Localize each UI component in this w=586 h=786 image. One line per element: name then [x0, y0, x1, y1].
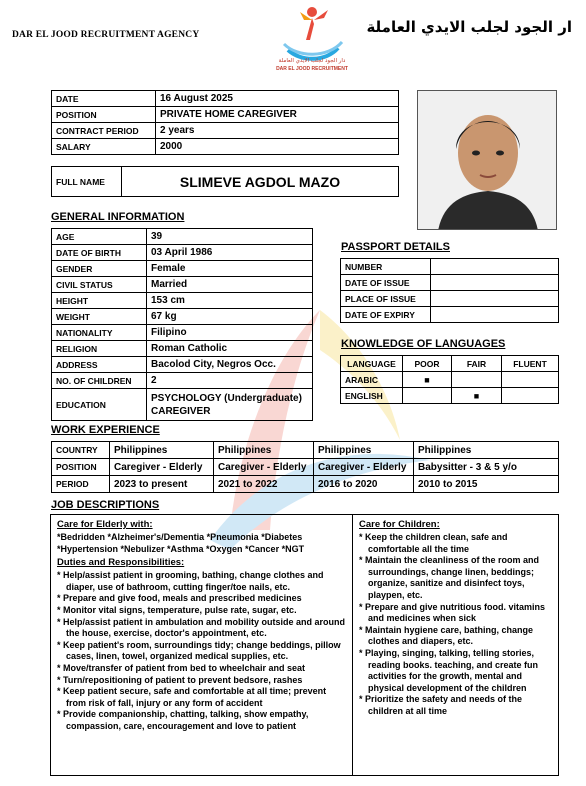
work-period: 2016 to 2020	[314, 476, 414, 493]
language-level-fair	[452, 372, 502, 388]
duty-item: * Prepare and give food, meals and prescribed medicines	[57, 593, 302, 604]
work-country: Philippines	[314, 442, 414, 459]
education-line-2: CAREGIVER	[151, 405, 211, 417]
general-info-table	[51, 228, 313, 421]
children-duty-item: * Prioritize the safety and needs of the children at all time	[359, 694, 523, 716]
work-experience-table	[51, 441, 559, 493]
general-value: Roman Catholic	[147, 341, 313, 357]
general-label: WEIGHT	[52, 309, 147, 325]
logo-caption-arabic: دار الجود لجلب الايدي العاملة	[278, 58, 346, 64]
contract-label: SALARY	[52, 139, 156, 155]
general-label: GENDER	[52, 261, 147, 277]
duty-item: * Move/transfer of patient from bed to wheelchair and seat	[57, 662, 306, 673]
contract-value: 16 August 2025	[156, 91, 399, 107]
agency-name-english: DAR EL JOOD RECRUITMENT AGENCY	[12, 30, 200, 40]
general-label: NATIONALITY	[52, 325, 147, 341]
general-label: HEIGHT	[52, 293, 147, 309]
duty-item: * Keep patient's room, surroundings tidy; change beddings, pillow cases, linen, towel, organized medical supplies, etc.	[57, 639, 341, 662]
passport-label: DATE OF ISSUE	[341, 275, 431, 291]
passport-table	[340, 258, 559, 323]
general-value: 03 April 1986	[147, 245, 313, 261]
passport-value	[431, 307, 559, 323]
general-label: CIVIL STATUS	[52, 277, 147, 293]
contract-value: PRIVATE HOME CAREGIVER	[156, 107, 399, 123]
passport-title: PASSPORT DETAILS	[341, 241, 450, 253]
work-position: Caregiver - Elderly	[214, 459, 314, 476]
work-position: Babysitter - 3 & 5 y/o	[414, 459, 559, 476]
duty-item: * Monitor vital signs, temperature, pulse rate, sugar, etc.	[57, 604, 297, 615]
work-period: 2010 to 2015	[414, 476, 559, 493]
language-name: ENGLISH	[341, 388, 403, 404]
work-country: Philippines	[414, 442, 559, 459]
work-label: COUNTRY	[52, 442, 110, 459]
passport-value	[431, 291, 559, 307]
education-label: EDUCATION	[52, 389, 147, 421]
contract-label: POSITION	[52, 107, 156, 123]
passport-label: DATE OF EXPIRY	[341, 307, 431, 323]
language-level-fair: ■	[452, 388, 502, 404]
children-duty-item: * Playing, singing, talking, telling stories, reading books. teaching, and create fun activities for the growth, mental and physical development of the children	[359, 647, 539, 693]
education-value	[147, 389, 313, 421]
general-label: AGE	[52, 229, 147, 245]
languages-header-fair: FAIR	[452, 356, 502, 372]
work-country: Philippines	[214, 442, 314, 459]
passport-label: NUMBER	[341, 259, 431, 275]
language-level-fluent	[502, 372, 559, 388]
languages-header-poor: POOR	[403, 356, 452, 372]
general-label: RELIGION	[52, 341, 147, 357]
languages-title: KNOWLEDGE OF LANGUAGES	[341, 338, 506, 350]
duty-item: * Keep patient secure, safe and comfortable at all time; prevent from risk of fall, injury or any form of accident	[57, 686, 327, 708]
general-value: Married	[147, 277, 313, 293]
language-name: ARABIC	[341, 372, 403, 388]
contract-value: 2000	[156, 139, 399, 155]
languages-header-language: LANGUAGE	[341, 356, 403, 372]
work-position: Caregiver - Elderly	[314, 459, 414, 476]
full-name-label: FULL NAME	[52, 167, 122, 197]
work-experience-title: WORK EXPERIENCE	[51, 424, 160, 436]
duty-item: * Help/assist patient in ambulation and mobility outside and around the house, exercise, doctor's appointment, etc.	[57, 616, 346, 639]
general-value: 67 kg	[147, 309, 313, 325]
general-value: Bacolod City, Negros Occ.	[147, 357, 313, 373]
general-info-title: GENERAL INFORMATION	[51, 211, 185, 223]
elderly-care-column	[51, 515, 353, 775]
children-care-column	[353, 515, 560, 775]
contract-value: 2 years	[156, 123, 399, 139]
elderly-conditions-line-2: *Hypertension *Nebulizer *Asthma *Oxygen *Cancer *NGT	[57, 543, 305, 554]
duty-item: * Turn/repositioning of patient to prevent bedsore, rashes	[57, 674, 303, 685]
duties-title: Duties and Responsibilities:	[57, 557, 185, 569]
applicant-photo	[417, 90, 557, 230]
contract-label: CONTRACT PERIOD	[52, 123, 156, 139]
languages-header-fluent: FLUENT	[502, 356, 559, 372]
work-period: 2023 to present	[110, 476, 214, 493]
languages-table	[340, 355, 559, 404]
passport-value	[431, 275, 559, 291]
contract-table	[51, 90, 399, 155]
general-value: 153 cm	[147, 293, 313, 309]
elderly-care-title: Care for Elderly with:	[57, 519, 153, 530]
language-level-fluent	[502, 388, 559, 404]
duty-item: * Help/assist patient in grooming, bathing, change clothes and diaper, use of bathroom, cutting finger/toe nails, etc.	[57, 570, 324, 592]
logo-caption-english: DAR EL JOOD RECRUITMENT	[276, 66, 348, 72]
elderly-conditions-line-1: *Bedridden *Alzheimer's/Dementia *Pneumonia *Diabetes	[57, 532, 303, 542]
language-level-poor: ■	[403, 372, 452, 388]
children-duty-item: * Prepare and give nutritious food. vitamins and medicines when sick	[359, 601, 546, 624]
job-descriptions-title: JOB DESCRIPTIONS	[51, 499, 160, 511]
language-level-poor	[403, 388, 452, 404]
work-label: PERIOD	[52, 476, 110, 493]
general-value: Filipino	[147, 325, 313, 341]
general-label: DATE OF BIRTH	[52, 245, 147, 261]
general-value: 39	[147, 229, 313, 245]
full-name-table	[51, 166, 399, 197]
work-position: Caregiver - Elderly	[110, 459, 214, 476]
children-duty-item: * Maintain the cleanliness of the room and surroundings, change linen, beddings; organize, sanitize and disinfect toys, playpen, etc.	[359, 555, 540, 600]
passport-value	[431, 259, 559, 275]
education-line-1: PSYCHOLOGY (Undergraduate)	[151, 392, 302, 404]
contract-label: DATE	[52, 91, 156, 107]
job-descriptions-box	[50, 514, 559, 776]
work-label: POSITION	[52, 459, 110, 476]
full-name-value: SLIMEVE AGDOL MAZO	[122, 167, 399, 197]
passport-label: PLACE OF ISSUE	[341, 291, 431, 307]
children-care-title: Care for Children:	[359, 519, 440, 530]
agency-name-arabic: ار الجود لجلب الايدي العاملة	[366, 18, 572, 36]
children-duty-item: * Maintain hygiene care, bathing, change clothes and diapers, etc.	[359, 624, 534, 647]
children-duty-item: * Keep the children clean, safe and comfortable all the time	[359, 532, 508, 554]
general-value: Female	[147, 261, 313, 277]
work-period: 2021 to 2022	[214, 476, 314, 493]
general-label: ADDRESS	[52, 357, 147, 373]
duty-item: * Provide companionship, chatting, talking, show empathy, compassion, care, encouragement and love to patient	[57, 709, 309, 731]
general-value: 2	[147, 373, 313, 389]
general-label: NO. OF CHILDREN	[52, 373, 147, 389]
work-country: Philippines	[110, 442, 214, 459]
